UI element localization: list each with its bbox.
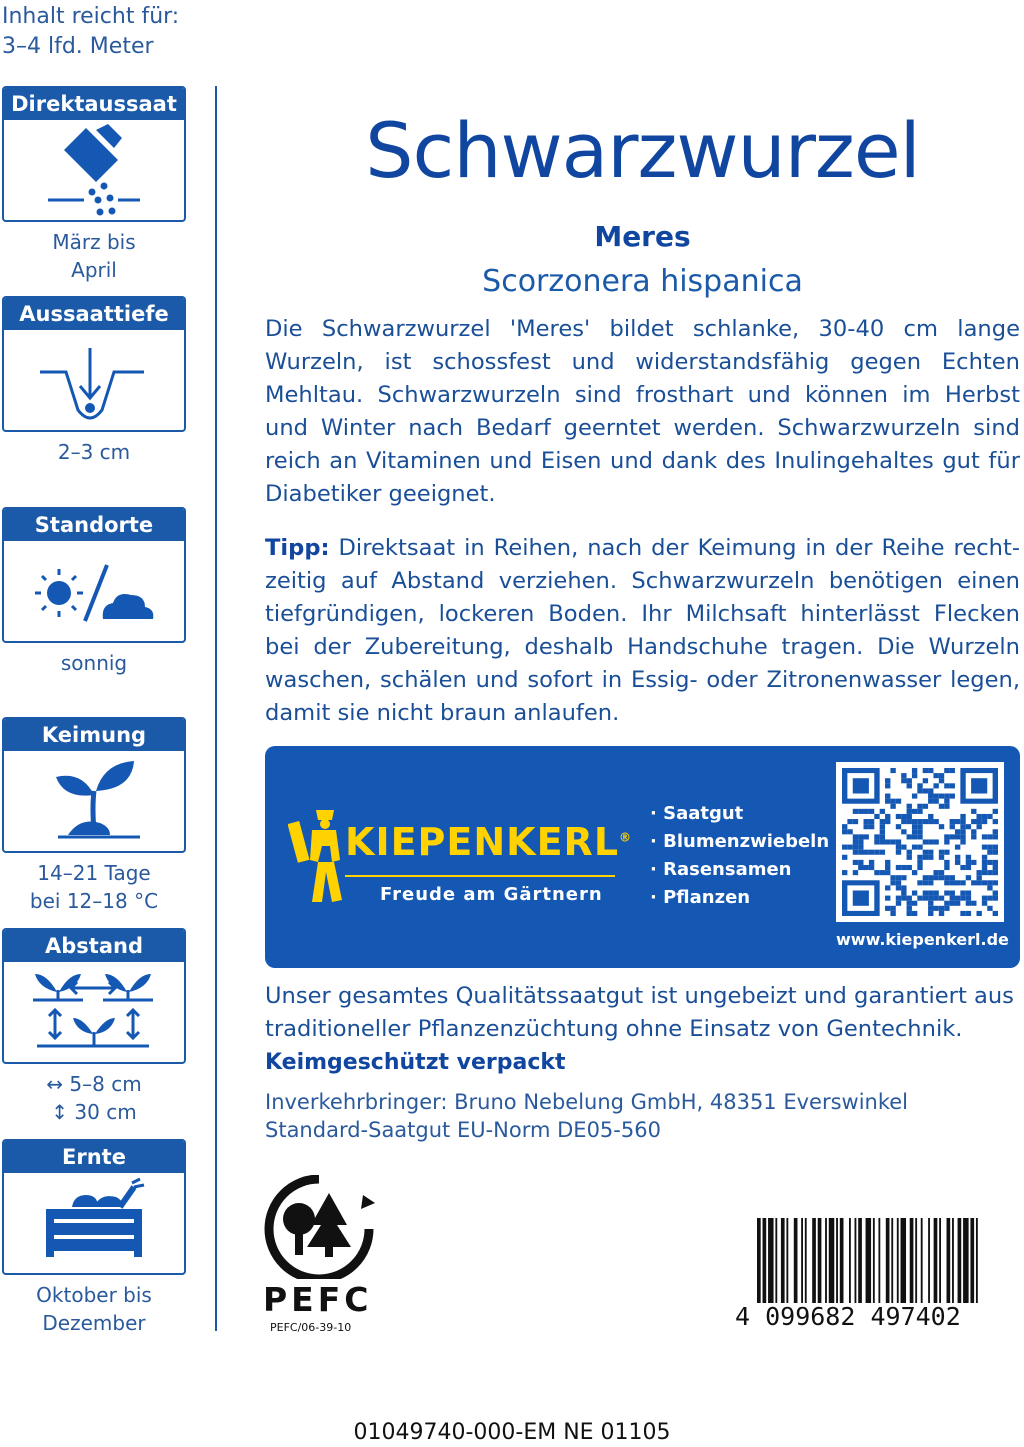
qr-code[interactable]: [836, 762, 1004, 922]
product-category-label: Rasensamen: [663, 859, 792, 880]
quality-statement: Unser gesamtes Qualitätssaatgut ist ungebeizt und garantiert aus traditioneller Pflanzenzüchtung ohne Einsatz von Gentechnik.: [265, 983, 1014, 1042]
keimung-caption-1: 14–21 Tage: [37, 861, 151, 885]
contents-info: [2, 2, 179, 62]
ernte-caption-2: Dezember: [42, 1311, 146, 1335]
abstand-box: [2, 928, 186, 1064]
lot-number: 01049740-000-EM NE 01105: [353, 1420, 671, 1445]
ernte-header: Ernte: [4, 1141, 184, 1173]
harvest-crate-icon: [34, 1173, 154, 1269]
standorte-header: Standorte: [4, 509, 184, 541]
ernte-box: [2, 1139, 186, 1275]
product-category-label: Pflanzen: [663, 887, 751, 908]
product-tip: [265, 532, 1020, 730]
contents-line-1: Inhalt reicht für:: [2, 4, 180, 29]
ernte-caption: [0, 1281, 188, 1337]
aussaattiefe-box: [2, 296, 186, 432]
keimung-caption-2: bei 12–18 °C: [29, 889, 159, 913]
product-latin-name: Scorzonera hispanica: [482, 264, 803, 299]
seed-bag-icon: [34, 120, 154, 216]
brand-name-text: KIEPENKERL: [345, 820, 620, 864]
keimung-header: Keimung: [4, 719, 184, 751]
aussaattiefe-caption: [0, 438, 188, 466]
sowing-depth-icon: [34, 330, 154, 426]
abstand-caption-1: ↔ 5–8 cm: [46, 1072, 142, 1096]
barcode: [755, 1218, 1005, 1303]
direktaussaat-box: [2, 86, 186, 222]
product-category-label: Blumenzwiebeln: [663, 831, 830, 852]
product-title: Schwarzwurzel: [365, 106, 920, 195]
standorte-box: [2, 507, 186, 643]
pefc-label: PEFC: [263, 1280, 373, 1319]
product-category-item: · Rasensamen: [650, 859, 792, 880]
product-description: Die Schwarzwurzel 'Meres' bildet schlanke, 30-40 cm lange Wurzeln, ist schossfest und widerstandsfähig gegen Echten Mehltau. Schwarzwurzeln sind frosthart und können im Herbst und Winter nach Bedarf geerntet werden. Schwarzwurzeln sind reich an Vitaminen und Eisen und dank des Inulingehaltes gut für Diabetiker geeignet.: [265, 316, 1020, 507]
contents-line-2: 3–4 lfd. Meter: [2, 34, 154, 59]
packaging-note: Keimgeschützt verpackt: [265, 1050, 566, 1075]
pefc-tree-logo: [263, 1175, 375, 1279]
sprout-icon: [34, 751, 154, 847]
tip-text: Direktsaat in Reihen, nach der Keimung in der Reihe recht-zeitig auf Abstand verziehen. Schwarzwurzeln benötigen einen tiefgründigen, lockeren Boden. Ihr Milchsaft hinterlässt Flecken bei der Zubereitung, deshalb Handschuhe tragen. Die Wurzeln waschen, schälen und sofort in Essig- oder Zitronenwasser legen, damit sie nicht braun anlaufen.: [265, 535, 1020, 726]
website-url[interactable]: www.kiepenkerl.de: [836, 930, 1009, 949]
product-category-item: · Pflanzen: [650, 887, 751, 908]
ernte-caption-1: Oktober bis: [36, 1283, 152, 1307]
distributor-info: Inverkehrbringer: Bruno Nebelung GmbH, 48351 Everswinkel: [265, 1090, 909, 1114]
direktaussaat-caption: [0, 228, 188, 284]
abstand-caption-2: ↕ 30 cm: [51, 1100, 137, 1124]
product-category-item: · Saatgut: [650, 803, 744, 824]
direktaussaat-header: Direktaussaat: [4, 88, 184, 120]
qr-code-graphic: [842, 768, 998, 916]
pefc-code: PEFC/06-39-10: [270, 1321, 352, 1334]
sun-cloud-icon: [29, 541, 159, 637]
standorte-caption: [0, 649, 188, 677]
product-variety: Meres: [594, 220, 691, 253]
abstand-header: Abstand: [4, 930, 184, 962]
registered-mark: ®: [619, 830, 633, 845]
product-categories: [650, 800, 829, 912]
direktaussaat-caption-1: März bis: [52, 230, 136, 254]
divider-line: [215, 86, 217, 1331]
abstand-caption: [0, 1070, 188, 1126]
direktaussaat-caption-2: April: [71, 258, 117, 282]
product-category-label: Saatgut: [663, 803, 744, 824]
kiepenkerl-figure-logo: [288, 800, 348, 908]
aussaattiefe-caption-1: 2–3 cm: [57, 440, 131, 464]
tip-label: Tipp:: [265, 535, 330, 561]
brand-name: [345, 820, 632, 864]
brand-underline: [345, 875, 615, 877]
keimung-caption: [0, 859, 188, 915]
ean-number: 4 099682 497402: [735, 1302, 961, 1331]
product-category-item: · Blumenzwiebeln: [650, 831, 830, 852]
spacing-icon: [29, 962, 159, 1058]
seed-standard: Standard-Saatgut EU-Norm DE05-560: [265, 1118, 661, 1142]
brand-slogan: Freude am Gärtnern: [380, 884, 603, 905]
standorte-caption-1: sonnig: [60, 651, 128, 675]
aussaattiefe-header: Aussaattiefe: [4, 298, 184, 330]
keimung-box: [2, 717, 186, 853]
